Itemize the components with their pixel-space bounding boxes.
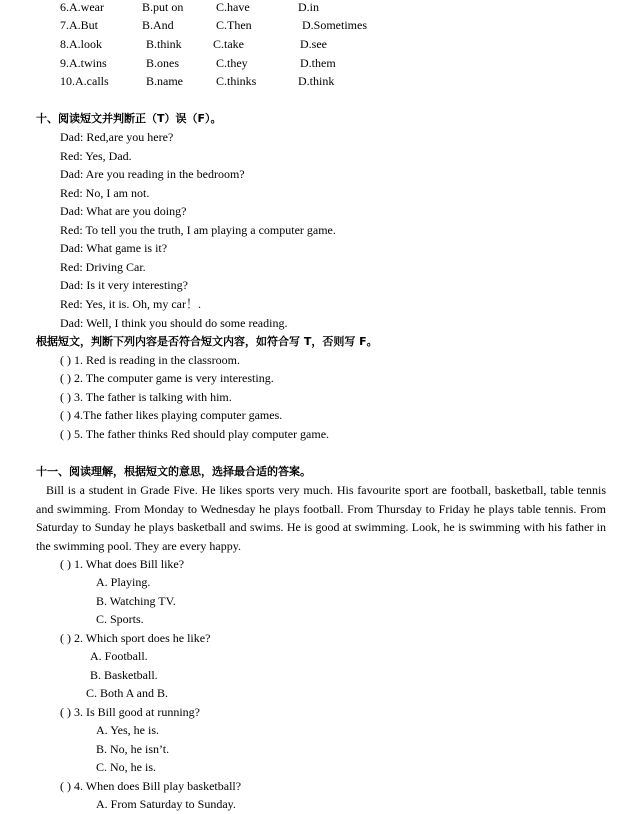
dialogue-line: Dad: Are you reading in the bedroom? [60, 167, 245, 181]
mc-option-a: 7.A.But [60, 18, 99, 32]
mc-option-d: D.see [300, 37, 327, 51]
dialogue-line: Red: No, I am not. [60, 186, 150, 200]
answer-option: A. Playing. [96, 575, 151, 589]
mc-option-b: B.put on [142, 0, 184, 14]
answer-option: C. Both A and B. [86, 686, 169, 700]
mc-option-c: C.Then [216, 18, 252, 32]
answer-option: A. From Saturday to Sunday. [96, 797, 236, 811]
mc-option-b: B.ones [146, 56, 179, 70]
question-stem: ( ) 3. Is Bill good at running? [60, 705, 200, 719]
dialogue-line: Dad: Well, I think you should do some reading. [60, 316, 288, 330]
mc-option-d: D.them [300, 56, 336, 70]
mc-option-d: D.in [298, 0, 319, 14]
mc-option-c: C.have [216, 0, 250, 14]
answer-option: C. Sports. [96, 612, 144, 626]
mc-option-c: C.take [213, 37, 244, 51]
answer-option: A. Yes, he is. [96, 723, 160, 737]
mc-option-a: 6.A.wear [60, 0, 104, 14]
judgement-item: ( ) 5. The father thinks Red should play computer game. [60, 427, 330, 441]
mc-option-b: B.And [142, 18, 174, 32]
section-10-instruction: 根据短文，判断下列内容是否符合短文内容，如符合写 T，否则写 F。 [36, 335, 378, 348]
dialogue-line: Red: Driving Car. [60, 260, 146, 274]
dialogue-line: Dad: What game is it? [60, 241, 168, 255]
dialogue-line: Red: Yes, it is. Oh, my car！. [60, 297, 202, 311]
judgement-item: ( ) 3. The father is talking with him. [60, 390, 232, 404]
mc-option-c: C.they [216, 56, 248, 70]
question-stem: ( ) 1. What does Bill like? [60, 557, 185, 571]
judgement-item: ( ) 1. Red is reading in the classroom. [60, 353, 240, 367]
dialogue-line: Dad: What are you doing? [60, 204, 187, 218]
section-10-title: 十、阅读短文并判断正（T）误（F）。 [36, 112, 222, 125]
answer-option: B. Basketball. [90, 668, 158, 682]
mc-option-d: D.think [298, 74, 335, 88]
mc-option-a: 8.A.look [60, 37, 102, 51]
dialogue-line: Red: To tell you the truth, I am playing a computer game. [60, 223, 336, 237]
dialogue-line: Dad: Red,are you here? [60, 130, 174, 144]
answer-option: B. Watching TV. [96, 594, 176, 608]
dialogue-line: Dad: Is it very interesting? [60, 278, 188, 292]
mc-option-a: 9.A.twins [60, 56, 107, 70]
question-stem: ( ) 2. Which sport does he like? [60, 631, 211, 645]
mc-option-b: B.think [146, 37, 182, 51]
answer-option: C. No, he is. [96, 760, 156, 774]
answer-option: A. Football. [90, 649, 148, 663]
reading-passage: Bill is a student in Grade Five. He likes sports very much. His favourite sport are football, basketball, table tennis and swimming. From Monday to Wednesday he plays football. From Thursday to Friday he plays table tennis. From Saturday to Sunday he plays basketball and swims. He is good at swimming. Look, he is swimming with his father in the swimming pool. They are every happy. [36, 483, 606, 553]
mc-option-c: C.thinks [216, 74, 257, 88]
dialogue-line: Red: Yes, Dad. [60, 149, 132, 163]
mc-option-b: B.name [146, 74, 183, 88]
mc-option-d: D.Sometimes [302, 18, 367, 32]
section-11-title: 十一、阅读理解，根据短文的意思，选择最合适的答案。 [36, 465, 311, 478]
judgement-item: ( ) 4.The father likes playing computer games. [60, 408, 283, 422]
judgement-item: ( ) 2. The computer game is very interesting. [60, 371, 274, 385]
answer-option: B. No, he isn’t. [96, 742, 170, 756]
mc-option-a: 10.A.calls [60, 74, 109, 88]
question-stem: ( ) 4. When does Bill play basketball? [60, 779, 242, 793]
